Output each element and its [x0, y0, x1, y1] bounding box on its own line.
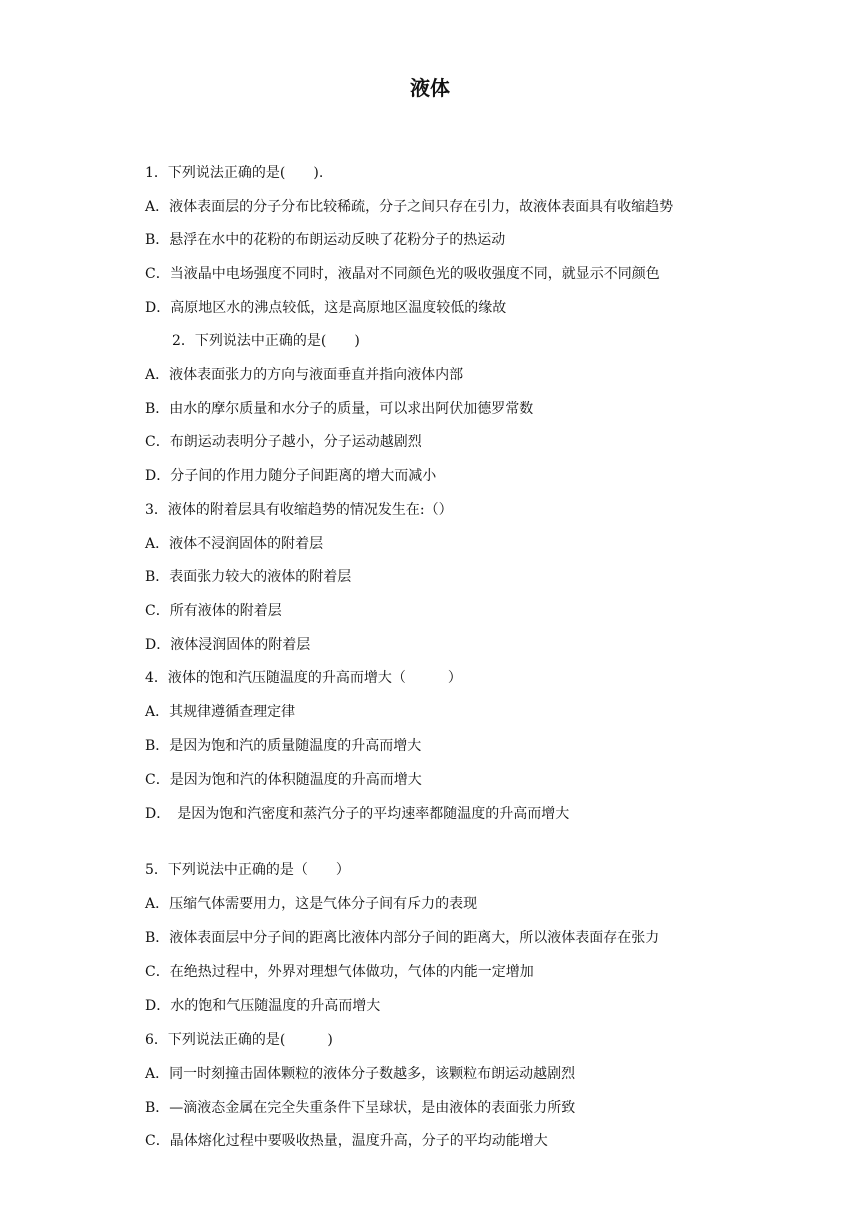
question-5-option-c: C．在绝热过程中，外界对理想气体做功，气体的内能一定增加: [145, 964, 534, 980]
question-2-stem: 2．下列说法中正确的是( ): [172, 333, 360, 349]
question-6-option-a: A．同一时刻撞击固体颗粒的液体分子数越多，该颗粒布朗运动越剧烈: [145, 1066, 576, 1082]
question-3-option-b: B．表面张力较大的液体的附着层: [145, 569, 352, 585]
question-4-option-d: D． 是因为饱和汽密度和蒸汽分子的平均速率都随温度的升高而增大: [145, 806, 570, 822]
question-2-option-c: C．布朗运动表明分子越小，分子运动越剧烈: [145, 434, 422, 450]
question-3-stem: 3．液体的附着层具有收缩趋势的情况发生在:（）: [145, 502, 453, 518]
page-title: 液体: [410, 76, 450, 100]
question-6-stem: 6．下列说法正确的是( ): [145, 1032, 333, 1048]
question-2-option-b: B．由水的摩尔质量和水分子的质量，可以求出阿伏加德罗常数: [145, 401, 534, 417]
question-1-option-d: D．高原地区水的沸点较低，这是高原地区温度较低的缘故: [145, 300, 507, 316]
question-5-option-a: A．压缩气体需要用力，这是气体分子间有斥力的表现: [145, 896, 478, 912]
question-3-option-c: C．所有液体的附着层: [145, 603, 282, 619]
question-5-option-b: B．液体表面层中分子间的距离比液体内部分子间的距离大，所以液体表面存在张力: [145, 930, 660, 946]
question-1-option-a: A．液体表面层的分子分布比较稀疏，分子之间只存在引力，故液体表面具有收缩趋势: [145, 199, 674, 215]
question-1-option-c: C．当液晶中电场强度不同时，液晶对不同颜色光的吸收强度不同，就显示不同颜色: [145, 266, 660, 282]
question-6-option-c: C．晶体熔化过程中要吸收热量，温度升高，分子的平均动能增大: [145, 1133, 548, 1149]
question-4-option-a: A．其规律遵循查理定律: [145, 704, 296, 720]
question-3-option-d: D．液体浸润固体的附着层: [145, 637, 311, 653]
question-5-option-d: D．水的饱和气压随温度的升高而增大: [145, 998, 381, 1014]
question-1-stem: 1．下列说法正确的是( ).: [145, 165, 324, 181]
question-4-stem: 4．液体的饱和汽压随温度的升高而增大（ ）: [145, 670, 462, 686]
question-2-option-a: A．液体表面张力的方向与液面垂直并指向液体内部: [145, 367, 464, 383]
question-4-option-b: B．是因为饱和汽的质量随温度的升高而增大: [145, 738, 422, 754]
question-5-stem: 5．下列说法中正确的是（ ）: [145, 862, 350, 878]
question-6-option-b: B．—滴液态金属在完全失重条件下呈球状，是由液体的表面张力所致: [145, 1100, 576, 1116]
question-2-option-d: D．分子间的作用力随分子间距离的增大而减小: [145, 468, 437, 484]
question-3-option-a: A．液体不浸润固体的附着层: [145, 536, 324, 552]
question-1-option-b: B．悬浮在水中的花粉的布朗运动反映了花粉分子的热运动: [145, 232, 506, 248]
question-4-option-c: C．是因为饱和汽的体积随温度的升高而增大: [145, 772, 422, 788]
